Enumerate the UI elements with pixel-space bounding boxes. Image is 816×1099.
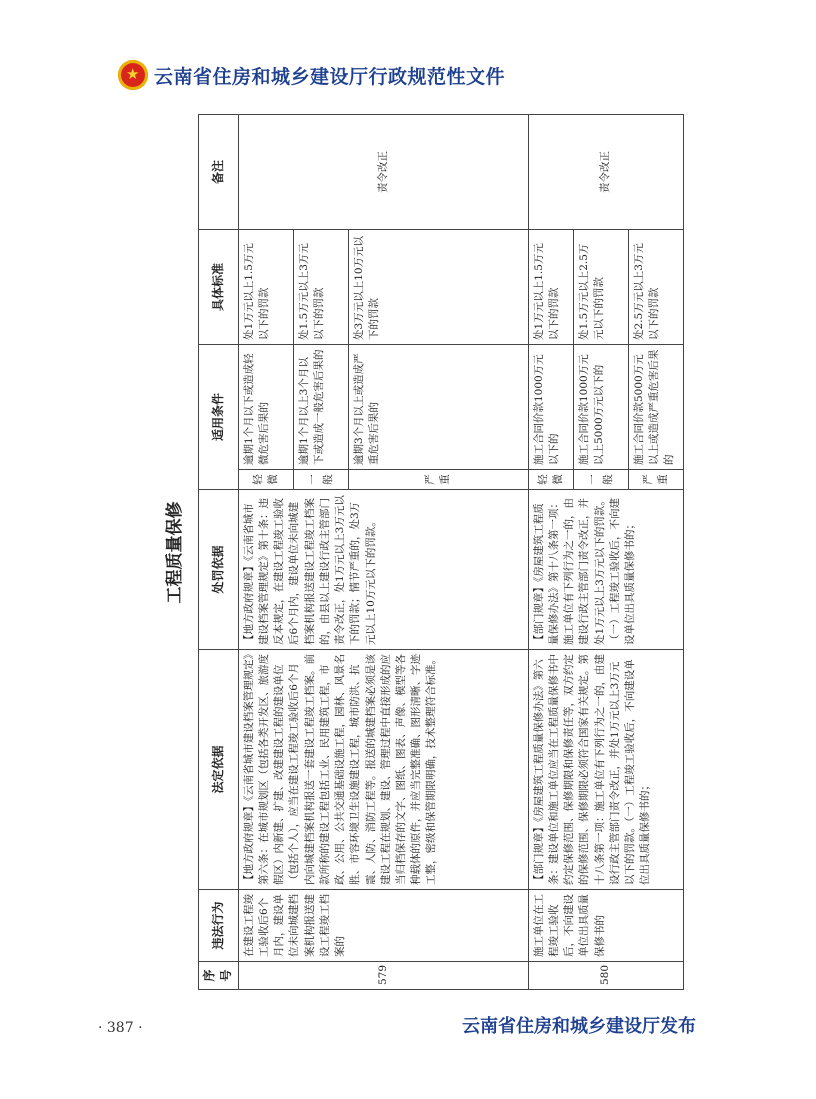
- col-header-penalty-basis: 处罚依据: [199, 490, 239, 650]
- table-row: [528, 114, 573, 989]
- row-violation: 施工单位在工程竣工验收后，不向建设单位出具质量保修书的: [528, 890, 683, 962]
- document-header: [118, 55, 505, 95]
- section-title: 工程质量保修: [165, 501, 185, 604]
- row-penalty-basis: 【部门规章】《房屋建筑工程质量保修办法》第十八条第一项：施工单位有下列行为之一的，由建设行政主管部门责令改正，并处1万元以上3万元以下的罚款。（一）工程竣工验收后，不向建设单位出具质量保修书的；: [528, 490, 683, 650]
- level-label: 严重: [628, 470, 683, 490]
- level-label: 一般: [293, 470, 348, 490]
- page-number: · 387 ·: [98, 1020, 143, 1036]
- landscape-page: [158, 115, 723, 990]
- header-title: 云南省住房和城乡建设厅行政规范性文件: [154, 65, 506, 88]
- national-emblem-icon: [118, 60, 148, 90]
- level-standard: 处2.5万元以上3万元以下的罚款: [628, 229, 683, 344]
- level-standard: 处1万元以上1.5万元以下的罚款: [238, 229, 293, 344]
- level-condition: 逾期3个月以上或造成严重危害后果的: [348, 344, 528, 469]
- penalty-table: [198, 114, 684, 990]
- row-legal-basis: 【部门规章】《房屋建筑工程质量保修办法》第六条：建设单位和施工单位应当在工程质量保修书中约定保修范围、保修期限和保修责任等，双方约定的保修范围、保修期限必须符合国家有关规定。第十八条第一项：施工单位有下列行为之一的，由建设行政主管部门责令改正，并处1万元以上3万元以下的罚款。（一）工程竣工验收后，不向建设单位出具质量保修书的；: [528, 650, 683, 890]
- row-violation: 在建设工程竣工验收后6个月内，建设单位未向城建档案机构报送建设工程竣工档案的: [238, 890, 528, 962]
- col-header-legal-basis: 法定依据: [199, 650, 239, 890]
- level-condition: 逾期1个月以上3个月以下或造成一般危害后果的: [293, 344, 348, 469]
- col-header-remark: 备注: [199, 114, 239, 229]
- level-condition: 施工合同价款5000万元以上或造成严重危害后果的: [628, 344, 683, 469]
- col-header-violation: 违法行为: [199, 890, 239, 962]
- table-row: [238, 114, 293, 989]
- rotated-table-area: [158, 115, 723, 990]
- row-legal-basis: 【地方政府规章】《云南省城市建设档案管理规定》第六条：在城市规划区（包括各类开发区、旅游度假区）内新建、扩建、改建建设工程的建设单位（包括个人），应当在建设工程竣工验收后6个月内向城建档案机构报送一套建设工程竣工档案。前款所称的建设工程包括工业、民用建筑工程，市政、公用、公共交通基础设施工程，园林、风景名胜、市容环境卫生设施建设工程，城市防洪、抗震、人防、消防工程等。报送的城建档案必须是该建设工程在规划、建设、管理过程中直接形成的应当归档保存的文字、图纸、图表、声像、模型等各种载体的原件，并应当完整准确、图形清晰、字迹工整，密级和保管期限明确，技术整理符合标准。: [238, 650, 528, 890]
- footer-publisher: 云南省住房和城乡建设厅发布: [462, 1016, 696, 1037]
- level-condition: 逾期1个月以下或造成轻微危害后果的: [238, 344, 293, 469]
- col-header-standard: 具体标准: [199, 229, 239, 344]
- level-label: 轻微: [528, 470, 573, 490]
- col-header-seq: 序号: [199, 962, 239, 990]
- row-remark: 责令改正: [238, 114, 528, 229]
- level-label: 严重: [348, 470, 528, 490]
- row-seq: 580: [528, 962, 683, 990]
- level-condition: 施工合同价款1000万元以下的: [528, 344, 573, 469]
- level-standard: 处1.5万元以上2.5万元以下的罚款: [573, 229, 628, 344]
- row-penalty-basis: 【地方政府规章】《云南省城市建设档案管理规定》第十条：违反本规定，在建设工程竣工验收后6个月内，建设单位未向城建档案机构报送建设工程竣工档案的，由县以上建设行政主管部门责令改正，处1万元以上3万元以下的罚款；情节严重的，处3万元以上10万元以下的罚款。: [238, 490, 528, 650]
- level-standard: 处1万元以上1.5万元以下的罚款: [528, 229, 573, 344]
- level-label: 一般: [573, 470, 628, 490]
- row-seq: 579: [238, 962, 528, 990]
- col-header-condition: 适用条件: [199, 344, 239, 489]
- level-label: 轻微: [238, 470, 293, 490]
- level-standard: 处1.5万元以上3万元以下的罚款: [293, 229, 348, 344]
- row-remark: 责令改正: [528, 114, 683, 229]
- level-condition: 施工合同价款1000万元以上5000万元以下的: [573, 344, 628, 469]
- table-header-row: [199, 114, 239, 989]
- level-standard: 处3万元以上10万元以下的罚款: [348, 229, 528, 344]
